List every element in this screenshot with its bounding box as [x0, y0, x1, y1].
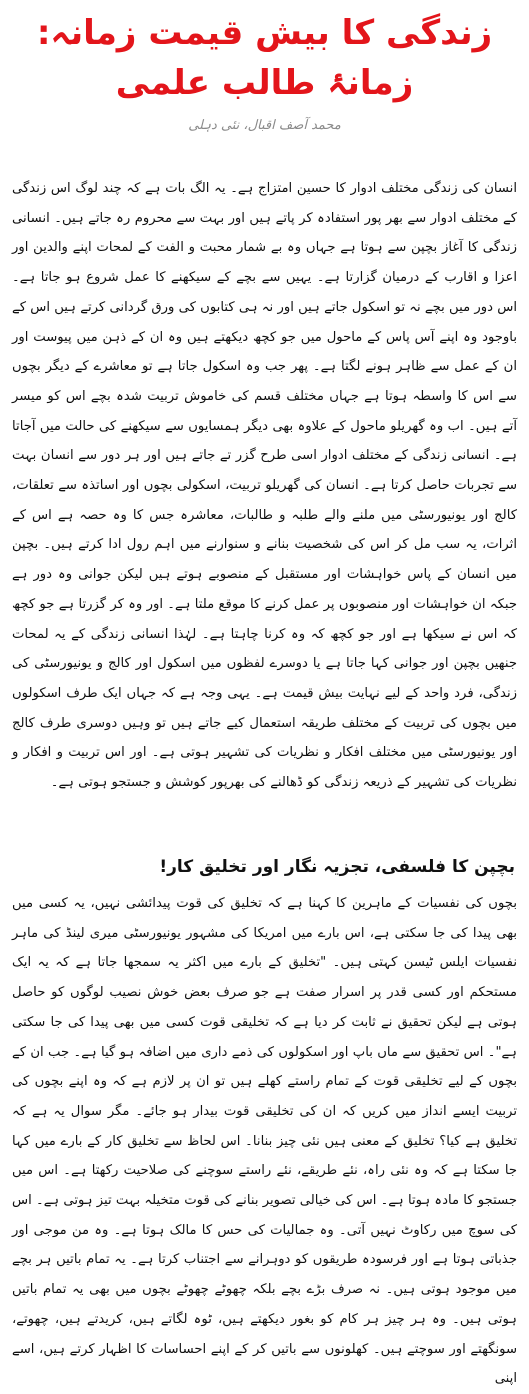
article-title: زندگی کا بیش قیمت زمانہ: زمانۂ طالب علمی	[36, 13, 493, 103]
article-paragraph: انسان کی زندگی مختلف ادوار کا حسین امتزاج ہے۔ یہ الگ بات ہے کہ چند لوگ اس زندگی کے مختلف ادوار سے بھر پور استفادہ کر پاتے ہیں اور بہت سے محروم رہ جاتے ہیں۔ انسانی زندگی کا آغاز بچپن سے ہوتا ہے جہاں وہ بے شمار محبت و الفت کے لمحات اپنے والدین اور اعزا و اقارب کے درمیان گزارتا ہے۔ یہیں سے بچے کے سیکھنے کا عمل شروع ہو جاتا ہے۔ اس دور میں بچے نہ تو اسکول جاتے ہیں اور نہ ہی کتابوں کی ورق گردانی کرتے ہیں اس کے باوجود وہ اپنے آس پاس کے ماحول میں جو کچھ دیکھتے ہیں وہ ان کے ذہن میں پیوست اور ان کے عمل سے ظاہر ہونے لگتا ہے۔ پھر جب وہ اسکول جاتا ہے تو معاشرے کے دیگر بچوں سے اس کا واسطہ ہوتا ہے جہاں مختلف قسم کی خاموش تربیت شدہ بچے اس کو میسر آتے ہیں۔ اب وہ گھریلو ماحول کے علاوہ بھی دیگر ہمسایوں سے سیکھنے کی حالت میں آجاتا ہے۔ انسانی زندگی کے مختلف ادوار اسی طرح گزر تے جاتے ہیں اور ہر دور سے انسان بہت سے تجربات حاصل کرتا ہے۔ انسان کی گھریلو تربیت، اسکولی بچوں اور اساتذہ سے تعلقات، کالج اور یونیورسٹی میں ملنے والے طلبہ و طالبات، معاشرہ جس کا وہ حصہ ہے اس کے اثرات، یہ سب مل کر اس کی شخصیت بنانے و سنوارنے میں اہم رول ادا کرتے ہیں۔ بچپن میں انسان کے پاس خواہشات اور مستقبل کے منصوبے ہوتے ہیں لیکن جوانی وہ دور ہے جبکہ ان خواہشات اور منصوبوں پر عمل کرنے کا موقع ملتا ہے۔ اور وہ کر گزرتا ہے جو کچھ کہ اس نے سیکھا ہے اور جو کچھ کہ وہ کرنا چاہتا ہے۔ لہٰذا انسانی زندگی کے یہ لمحات جنھیں بچپن اور جوانی کہا جاتا ہے یا دوسرے لفظوں میں اسکول اور کالج و یونیورسٹی کی زندگی، فرد واحد کے لیے نہایت بیش قیمت ہے۔ یہی وجہ ہے کہ جہاں ایک طرف اسکولوں میں بچوں کی تربیت کے مختلف طریقہ استعمال کیے جاتے ہیں تو وہیں دوسری طرف کالج اور یونیورسٹی میں مختلف افکار و نظریات کی تشہیر ہوتی ہے۔ اور اس تربیت و افکار و نظریات کی تشہیر کے ذریعہ زندگی کو ڈھالنے کی بھرپور کوشش و جستجو ہوتی ہے۔	[12, 181, 517, 791]
article-paragraph: بچوں کی نفسیات کے ماہرین کا کہنا ہے کہ تخلیق کی قوت پیدائشی نہیں، یہ کسی میں بھی پیدا کی جا سکتی ہے، اس بارے میں امریکا کی مشہور یونیورسٹی میری لینڈ کی ماہر نفسیات ایلس ٹیسن کہتی ہیں۔ "تخلیق کے بارے میں اکثر یہ سمجھا جاتا ہے کہ یہ ایک مستحکم اور کسی قدر پر اسرار صفت ہے جو صرف بعض خوش نصیب لوگوں کو حاصل ہوتی ہے لیکن تحقیق نے ثابت کر دیا ہے کہ تخلیقی قوت کسی میں بھی پیدا کی جا سکتی ہے"۔ اس تحقیق سے ماں باپ اور اسکولوں کی ذمے داری میں اضافہ ہو گیا ہے۔ جب ان کے بچوں کے لیے تخلیقی قوت کے تمام راستے کھلے ہیں تو ان پر لازم ہے کہ وہ اپنے بچوں کی تربیت ایسے انداز میں کریں کہ ان کی تخلیقی قوت بیدار ہو جائے۔ مگر سوال یہ ہے کہ تخلیق ہے کیا؟ تخلیق کے معنی ہیں نئی چیز بنانا۔ اس لحاظ سے تخلیق کار کے بارے میں کہا جا سکتا ہے کہ وہ نئی راہ، نئے طریقے، نئے راستے سوچنے کی صلاحیت رکھتا ہے۔ اس میں جستجو کا مادہ ہوتا ہے۔ اس کی خیالی تصویر بنانے کی قوت متخیلہ بہت تیز ہوتی ہے۔ اس کی سوچ میں رکاوٹ نہیں آتی۔ وہ جمالیات کی حس کا مالک ہوتا ہے۔ وہ من موجی اور جذباتی ہوتا ہے اور فرسودہ طریقوں کو دوہرانے سے اجتناب کرتا ہے۔ یہ تمام باتیں ہر بچے میں موجود ہوتی ہیں۔ نہ صرف بڑے بچے بلکہ چھوٹے چھوٹے بچوں میں بھی یہ تمام باتیں ہوتی ہیں۔ وہ ہر چیز ہر کام کو بغور دیکھتے ہیں، ٹوہ لگاتے ہیں، کریدتے ہیں، چھوتے، سونگھتے اور سوچتے ہیں۔ کھلونوں سے باتیں کر کے اپنے احساسات کا اظہار کرتے ہیں، اسے اپنی	[12, 896, 517, 1387]
section-heading: بچپن کا فلسفی، تجزیہ نگار اور تخلیق کار!	[159, 857, 515, 877]
article-author: محمد آصف اقبال، نئی دہلی	[188, 118, 341, 133]
